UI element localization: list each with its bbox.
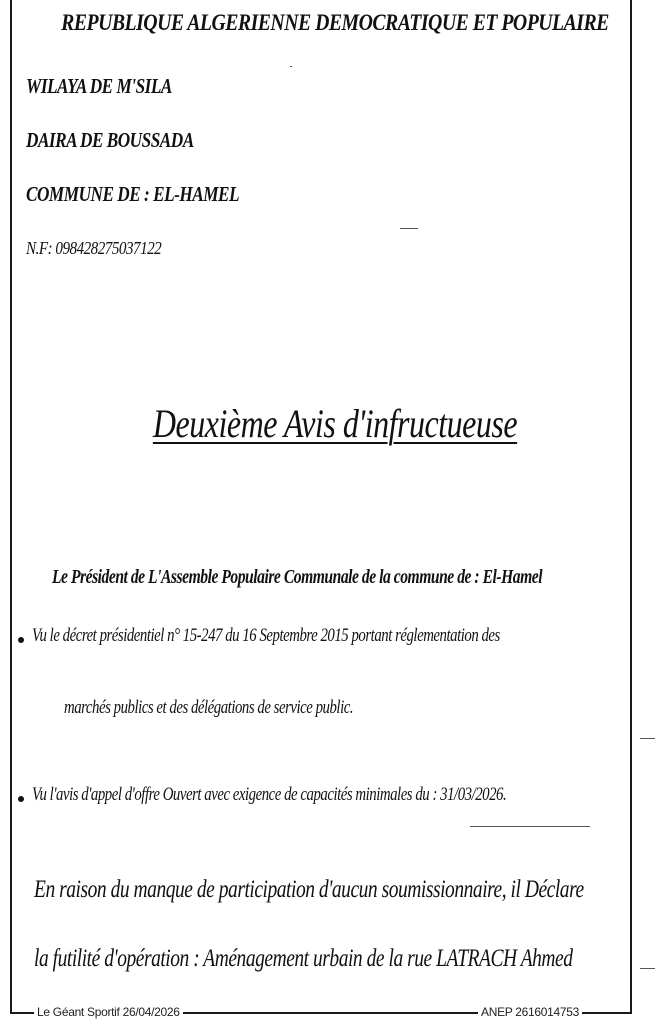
frame-right-border: [630, 0, 632, 1012]
daira-line: DAIRA DE BOUSSADA: [26, 128, 194, 152]
nf-number: N.F: 098428275037122: [26, 238, 162, 258]
footer-reference: ANEP 2616014753: [478, 1005, 582, 1019]
declaration-line-2: la futilité d'opération : Aménagement urbain de la rue LATRACH Ahmed: [34, 945, 573, 972]
consideration-1-line-1: Vu le décret présidentiel n° 15-247 du 16 Septembre 2015 portant réglementation des: [32, 625, 500, 646]
republic-heading: REPUBLIQUE ALGERIENNE DEMOCRATIQUE ET POPULAIRE: [61, 10, 609, 35]
scan-speck: [400, 228, 418, 229]
wilaya-line: WILAYA DE M'SILA: [26, 74, 172, 98]
scan-speck: [470, 826, 590, 827]
consideration-1-line-2: marchés publics et des délégations de service public.: [64, 697, 354, 718]
consideration-2-line-1: Vu l'avis d'appel d'offre Ouvert avec exigence de capacités minimales du : 31/03/2026.: [32, 784, 507, 805]
declaration-line-1: En raison du manque de participation d'aucun soumissionnaire, il Déclare: [34, 876, 584, 903]
footer-publication: Le Géant Sportif 26/04/2026: [34, 1005, 183, 1019]
president-line: Le Président de L'Assemble Populaire Communale de la commune de : El-Hamel: [52, 566, 543, 588]
bullet-2-dot: [18, 796, 24, 802]
scan-speck: [290, 66, 292, 67]
frame-left-border: [10, 0, 12, 1012]
scan-speck: [640, 968, 655, 969]
commune-line: COMMUNE DE : EL-HAMEL: [26, 182, 240, 206]
bullet-1-dot: [18, 637, 24, 643]
scan-speck: [640, 738, 655, 739]
notice-title: Deuxième Avis d'infructueuse: [152, 401, 518, 446]
